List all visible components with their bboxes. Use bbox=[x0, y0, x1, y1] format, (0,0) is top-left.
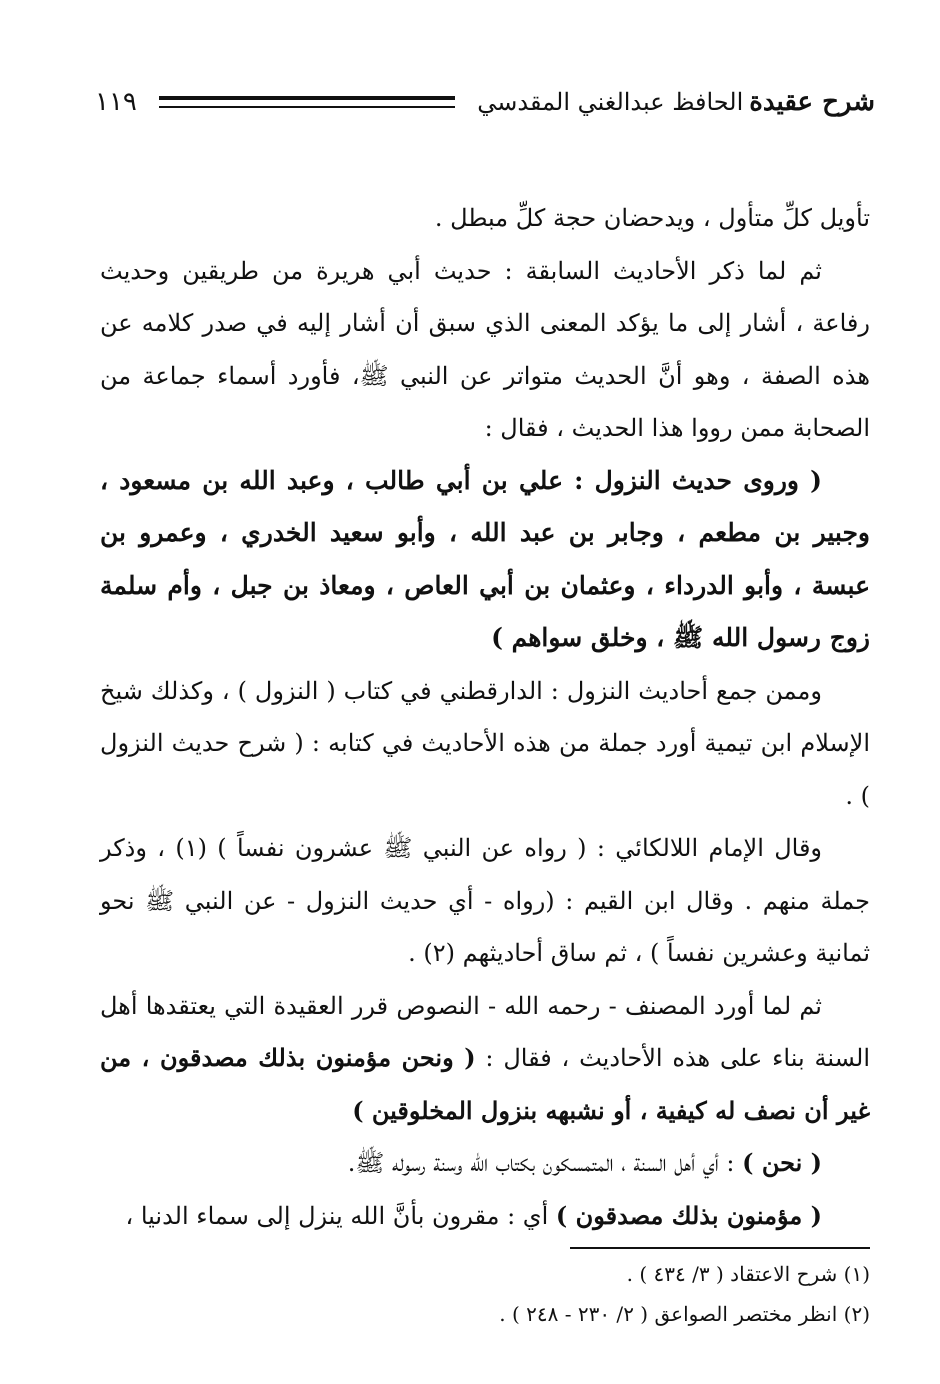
paragraph-8 bbox=[100, 1190, 870, 1243]
term-nahnu: ( نحن ) bbox=[742, 1148, 822, 1177]
term-muminun: ( مؤمنون بذلك مصدقون ) bbox=[555, 1200, 822, 1230]
paragraph-6-text: ثم لما أورد المصنف - رحمه الله - النصوص قرر العقيدة التي يعتقدها أهل السنة بناء على هذه الأحاديث ، فقال : bbox=[100, 991, 871, 1072]
paragraph-2: ثم لما ذكر الأحاديث السابقة : حديث أبي هريرة من طريقين وحديث رفاعة ، أشار إلى ما يؤكد المعنى الذي سبق أن أشار إليه في صدر كلامه عن هذه الصفة ، وهو أنَّ الحديث متواتر عن النبي ﷺ، فأورد أسماء جماعة من الصحابة ممن رووا هذا الحديث ، فقال : bbox=[100, 256, 870, 442]
paragraph-8-text: أي : مقرون بأنَّ الله ينزل إلى سماء الدنيا ، bbox=[125, 1201, 549, 1230]
header-rule bbox=[159, 96, 455, 108]
running-title-bold: شرح عقيدة bbox=[749, 87, 875, 117]
paragraph-5: وقال الإمام اللالكائي : ( رواه عن النبي ﷺ عشرون نفساً ) (١) ، وذكر جملة منهم . وقال ابن القيم : (رواه - أي حديث النزول - عن النبي ﷺ نحو ثمانية وعشرين نفساً ) ، ثم ساق أحاديثهم (٢) . bbox=[100, 834, 870, 967]
running-title-rest: الحافظ عبدالغني المقدسي bbox=[477, 88, 744, 116]
paragraph-4: وممن جمع أحاديث النزول : الدارقطني في كتاب ( النزول ) ، وكذلك شيخ الإسلام ابن تيمية أورد جملة من هذه الأحاديث في كتابه : ( شرح حديث النزول ) . bbox=[100, 676, 870, 810]
paragraph-6 bbox=[100, 980, 870, 1138]
running-title bbox=[477, 87, 875, 117]
page-header bbox=[95, 82, 875, 122]
paragraph-7-text: : أي أهل السنة ، المتمسكون بكتاب الله وسنة رسوله ﷺ. bbox=[347, 1149, 735, 1177]
page-number: ١١٩ bbox=[95, 87, 137, 117]
footnote-1: (١) شرح الاعتقاد ( ٣/ ٤٣٤ ) . bbox=[626, 1262, 870, 1286]
paragraph-1: تأويل كلِّ متأول ، ويدحضان حجة كلِّ مبطل . bbox=[434, 204, 870, 232]
main-text bbox=[100, 192, 870, 1242]
paragraph-7 bbox=[100, 1137, 870, 1190]
footnote-2: (٢) انظر مختصر الصواعق ( ٢/ ٢٣٠ - ٢٤٨ ) . bbox=[499, 1302, 870, 1326]
quoted-text-2: ( ونحن مؤمنون بذلك مصدقون ، من غير أن نصف له كيفية ، أو نشبهه بنزول المخلوقين ) bbox=[100, 1043, 870, 1125]
quoted-text-1: ( وروى حديث النزول : علي بن أبي طالب ، وعبد الله بن مسعود ، وجبير بن مطعم ، وجابر بن عبد الله ، وأبو سعيد الخدري ، وعمرو بن عبسة ، وأبو الدرداء ، وعثمان بن أبي العاص ، ومعاذ بن جبل ، وأم سلمة زوج رسول الله ﷺ ، وخلق سواهم ) bbox=[100, 465, 870, 652]
footnotes bbox=[100, 1254, 870, 1334]
footnote-rule bbox=[570, 1247, 870, 1249]
